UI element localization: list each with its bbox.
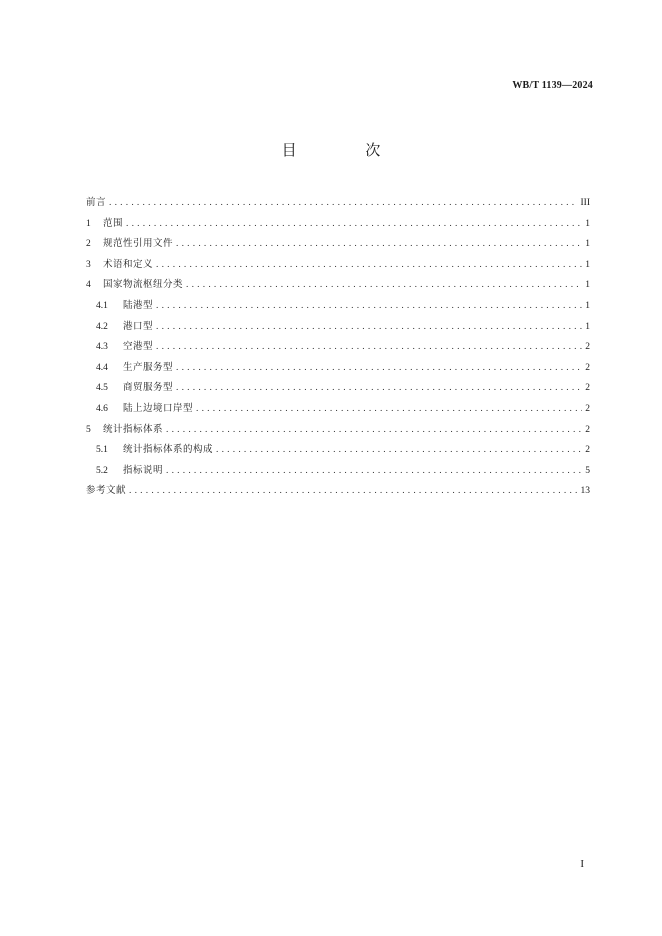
dot-leader (156, 317, 582, 338)
toc-entry-label: 陆上边境口岸型 (123, 402, 194, 414)
toc-entry[interactable] (86, 420, 590, 441)
dot-leader (176, 358, 582, 379)
toc-entry[interactable] (86, 234, 590, 255)
toc-entry-page: 1 (585, 218, 590, 229)
dot-leader (196, 399, 582, 420)
toc-entry[interactable] (86, 440, 590, 461)
toc-title: 目 次 (281, 141, 413, 159)
dot-leader (156, 337, 582, 358)
toc-entry-label: 术语和定义 (103, 258, 154, 270)
toc-entry[interactable] (86, 296, 590, 317)
toc-entry-number: 4.5 (96, 383, 108, 394)
dot-leader (216, 440, 582, 461)
toc-entry-page: 1 (585, 239, 590, 250)
toc-entry-label: 统计指标体系的构成 (123, 444, 214, 456)
dot-leader (176, 378, 582, 399)
toc-entry-page: 1 (585, 300, 590, 311)
toc-entry[interactable] (86, 317, 590, 338)
page-number: I (580, 858, 584, 870)
toc-entry[interactable] (86, 255, 590, 276)
dot-leader (166, 420, 582, 441)
toc-entry-label: 生产服务型 (123, 361, 174, 373)
toc-entry-number: 4.6 (96, 403, 108, 414)
toc-entry-page: 2 (585, 445, 590, 456)
toc-entry-page: 1 (585, 321, 590, 332)
dot-leader (109, 193, 577, 214)
toc-entry-page: 2 (585, 403, 590, 414)
dot-leader (156, 255, 582, 276)
toc-entry-label: 指标说明 (123, 464, 164, 476)
toc-entry-label: 国家物流枢纽分类 (103, 279, 184, 291)
toc-entry[interactable] (86, 378, 590, 399)
toc-entry[interactable] (86, 214, 590, 235)
toc-entry-number: 4.1 (96, 300, 108, 311)
toc-entry-number: 5.1 (96, 445, 108, 456)
dot-leader (186, 275, 582, 296)
toc-entry-number: 2 (86, 239, 91, 250)
toc-entry[interactable] (86, 461, 590, 482)
toc-entry[interactable] (86, 337, 590, 358)
dot-leader (176, 234, 582, 255)
toc-entry-page: III (580, 198, 590, 208)
toc-entry-page: 2 (585, 362, 590, 373)
toc-entry[interactable] (86, 275, 590, 296)
toc-entry-label: 规范性引用文件 (103, 238, 174, 250)
toc-entry-label: 港口型 (123, 320, 154, 332)
toc-entry-page: 2 (585, 383, 590, 394)
dot-leader (129, 481, 577, 502)
toc-entry-page: 1 (585, 259, 590, 270)
toc-entry-page: 1 (585, 280, 590, 291)
toc-entry[interactable] (86, 481, 590, 502)
toc-entry-label: 空港型 (123, 341, 154, 353)
dot-leader (166, 461, 582, 482)
standard-code: WB/T 1139—2024 (512, 80, 593, 91)
toc-entry-label: 统计指标体系 (103, 423, 164, 435)
toc-entry-label: 参考文献 (86, 485, 127, 497)
toc-entry-label: 商贸服务型 (123, 382, 174, 394)
toc-entry-number: 4 (86, 280, 91, 291)
toc-entry-page: 2 (585, 424, 590, 435)
table-of-contents (86, 193, 590, 502)
dot-leader (126, 214, 582, 235)
toc-entry-number: 4.2 (96, 321, 108, 332)
toc-entry-number: 5.2 (96, 465, 108, 476)
toc-entry-number: 1 (86, 218, 91, 229)
toc-entry-page: 13 (580, 486, 590, 497)
toc-entry-page: 2 (585, 342, 590, 353)
toc-entry-label: 范围 (103, 217, 124, 229)
toc-entry-page: 5 (585, 465, 590, 476)
toc-entry-number: 5 (86, 424, 91, 435)
toc-entry-number: 4.4 (96, 362, 108, 373)
toc-entry-label: 陆港型 (123, 299, 154, 311)
toc-entry[interactable] (86, 399, 590, 420)
toc-entry-number: 4.3 (96, 342, 108, 353)
toc-entry-number: 3 (86, 259, 91, 270)
toc-entry-label: 前言 (86, 197, 107, 208)
toc-entry[interactable] (86, 358, 590, 379)
toc-entry[interactable] (86, 193, 590, 214)
dot-leader (156, 296, 582, 317)
